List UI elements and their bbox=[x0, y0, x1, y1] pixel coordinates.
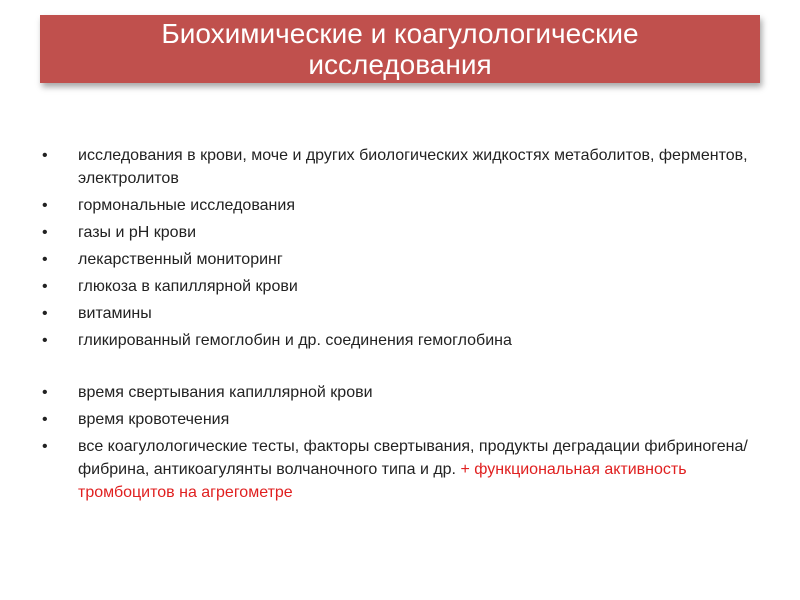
bullet-list-biochemistry bbox=[40, 144, 760, 352]
list-item-text: гликированный гемоглобин и др. соединения гемоглобина bbox=[78, 332, 512, 349]
list-item-text: гормональные исследования bbox=[78, 197, 295, 214]
bullet-icon: • bbox=[42, 305, 48, 322]
bullet-icon: • bbox=[42, 197, 48, 214]
list-item bbox=[40, 194, 760, 217]
bullet-icon: • bbox=[42, 411, 48, 428]
slide-content bbox=[40, 144, 760, 508]
list-item-text: время свертывания капиллярной крови bbox=[78, 384, 373, 401]
list-item-text: витамины bbox=[78, 305, 152, 322]
list-item-text: лекарственный мониторинг bbox=[78, 251, 283, 268]
bullet-icon: • bbox=[42, 384, 48, 401]
list-item bbox=[40, 248, 760, 271]
list-item bbox=[40, 275, 760, 298]
bullet-list-coagulology bbox=[40, 381, 760, 504]
list-item bbox=[40, 381, 760, 404]
slide-title-line-2: исследования bbox=[308, 49, 492, 80]
slide-title-banner bbox=[40, 15, 760, 83]
bullet-icon: • bbox=[42, 147, 48, 164]
highlight-text: + функциональная активность тромбоцитов на агрегометре bbox=[78, 461, 687, 501]
bullet-icon: • bbox=[42, 438, 48, 455]
list-item-text: время кровотечения bbox=[78, 411, 230, 428]
list-item-text: газы и рН крови bbox=[78, 224, 196, 241]
list-item-text: исследования в крови, моче и других биологических жидкостях метаболитов, ферментов, электролитов bbox=[78, 147, 748, 187]
bullet-icon: • bbox=[42, 224, 48, 241]
list-item bbox=[40, 435, 760, 504]
bullet-icon: • bbox=[42, 332, 48, 349]
list-item-text: глюкоза в капиллярной крови bbox=[78, 278, 298, 295]
list-item bbox=[40, 329, 760, 352]
section-spacer bbox=[40, 356, 760, 381]
bullet-icon: • bbox=[42, 251, 48, 268]
list-item bbox=[40, 144, 760, 190]
slide-title-line-1: Биохимические и коагулологические bbox=[161, 18, 639, 49]
list-item bbox=[40, 408, 760, 431]
list-item bbox=[40, 221, 760, 244]
bullet-icon: • bbox=[42, 278, 48, 295]
list-item bbox=[40, 302, 760, 325]
list-item-text: все коагулологические тесты, факторы свертывания, продукты деградации фибриногена/фибрина, антикоагулянты волчаночного типа и др. bbox=[78, 438, 748, 478]
